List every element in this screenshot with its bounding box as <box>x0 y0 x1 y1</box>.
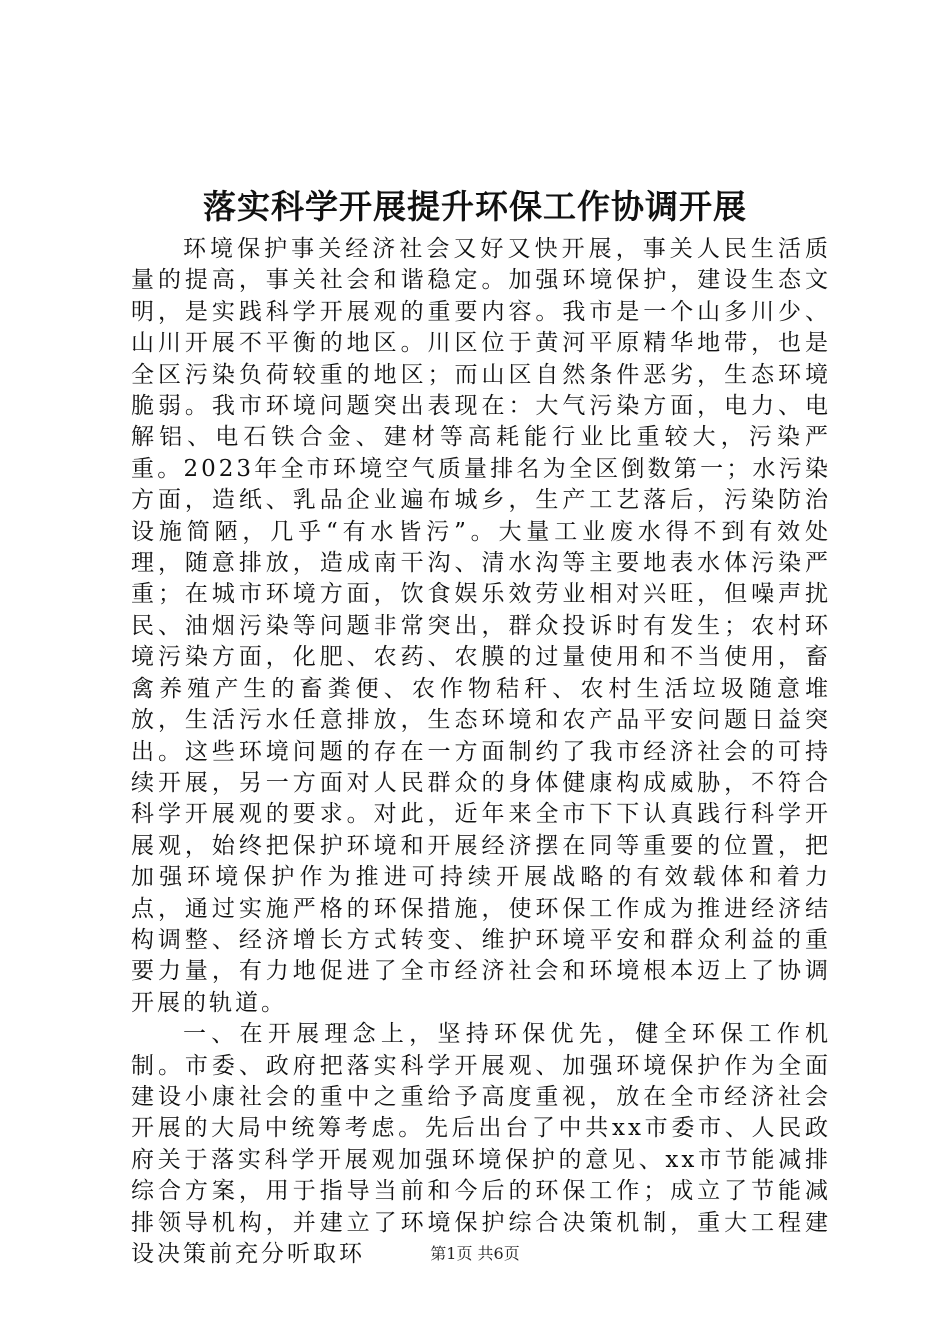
document-body <box>131 234 831 1270</box>
paragraph: 一、在开展理念上，坚持环保优先，健全环保工作机制。市委、政府把落实科学开展观、加强环境保护作为全面建设小康社会的重中之重给予高度重视，放在全市经济社会开展的大局中统筹考虑。先后出台了中共xx市委市、人民政府关于落实科学开展观加强环境保护的意见、xx市节能减排综合方案，用于指导当前和今后的环保工作；成立了节能减排领导机构，并建立了环境保护综合决策机制，重大工程建设决策前充分听取环 <box>131 1021 831 1267</box>
paragraph: 环境保护事关经济社会又好又快开展，事关人民生活质量的提高，事关社会和谐稳定。加强环境保护，建设生态文明，是实践科学开展观的重要内容。我市是一个山多川少、山川开展不平衡的地区。川区位于黄河平原精华地带，也是全区污染负荷较重的地区；而山区自然条件恶劣，生态环境脆弱。我市环境问题突出表现在：大气污染方面，电力、电解铝、电石铁合金、建材等高耗能行业比重较大，污染严重。2023年全市环境空气质量排名为全区倒数第一；水污染方面，造纸、乳品企业遍布城乡，生产工艺落后，污染防治设施简陋，几乎“有水皆污”。大量工业废水得不到有效处理，随意排放，造成南干沟、清水沟等主要地表水体污染严重；在城市环境方面，饮食娱乐效劳业相对兴旺，但噪声扰民、油烟污染等问题非常突出，群众投诉时有发生；农村环境污染方面，化肥、农药、农膜的过量使用和不当使用，畜禽养殖产生的畜粪便、农作物秸秆、农村生活垃圾随意堆放，生活污水任意排放，生态环境和农产品平安问题日益突出。这些环境问题的存在一方面制约了我市经济社会的可持续开展，另一方面对人民群众的身体健康构成威胁，不符合科学开展观的要求。对此，近年来全市下下认真践行科学开展观，始终把保护环境和开展经济摆在同等重要的位置，把加强环境保护作为推进可持续开展战略的有效载体和着力点，通过实施严格的环保措施，使环保工作成为推进经济结构调整、经济增长方式转变、维护环境平安和群众利益的重要力量，有力地促进了全市经济社会和环境根本迈上了协调开展的轨道。 <box>131 236 831 1016</box>
page-number-footer: 第1页 共6页 <box>430 1244 520 1263</box>
document-title: 落实科学开展提升环保工作协调开展 <box>203 187 747 226</box>
